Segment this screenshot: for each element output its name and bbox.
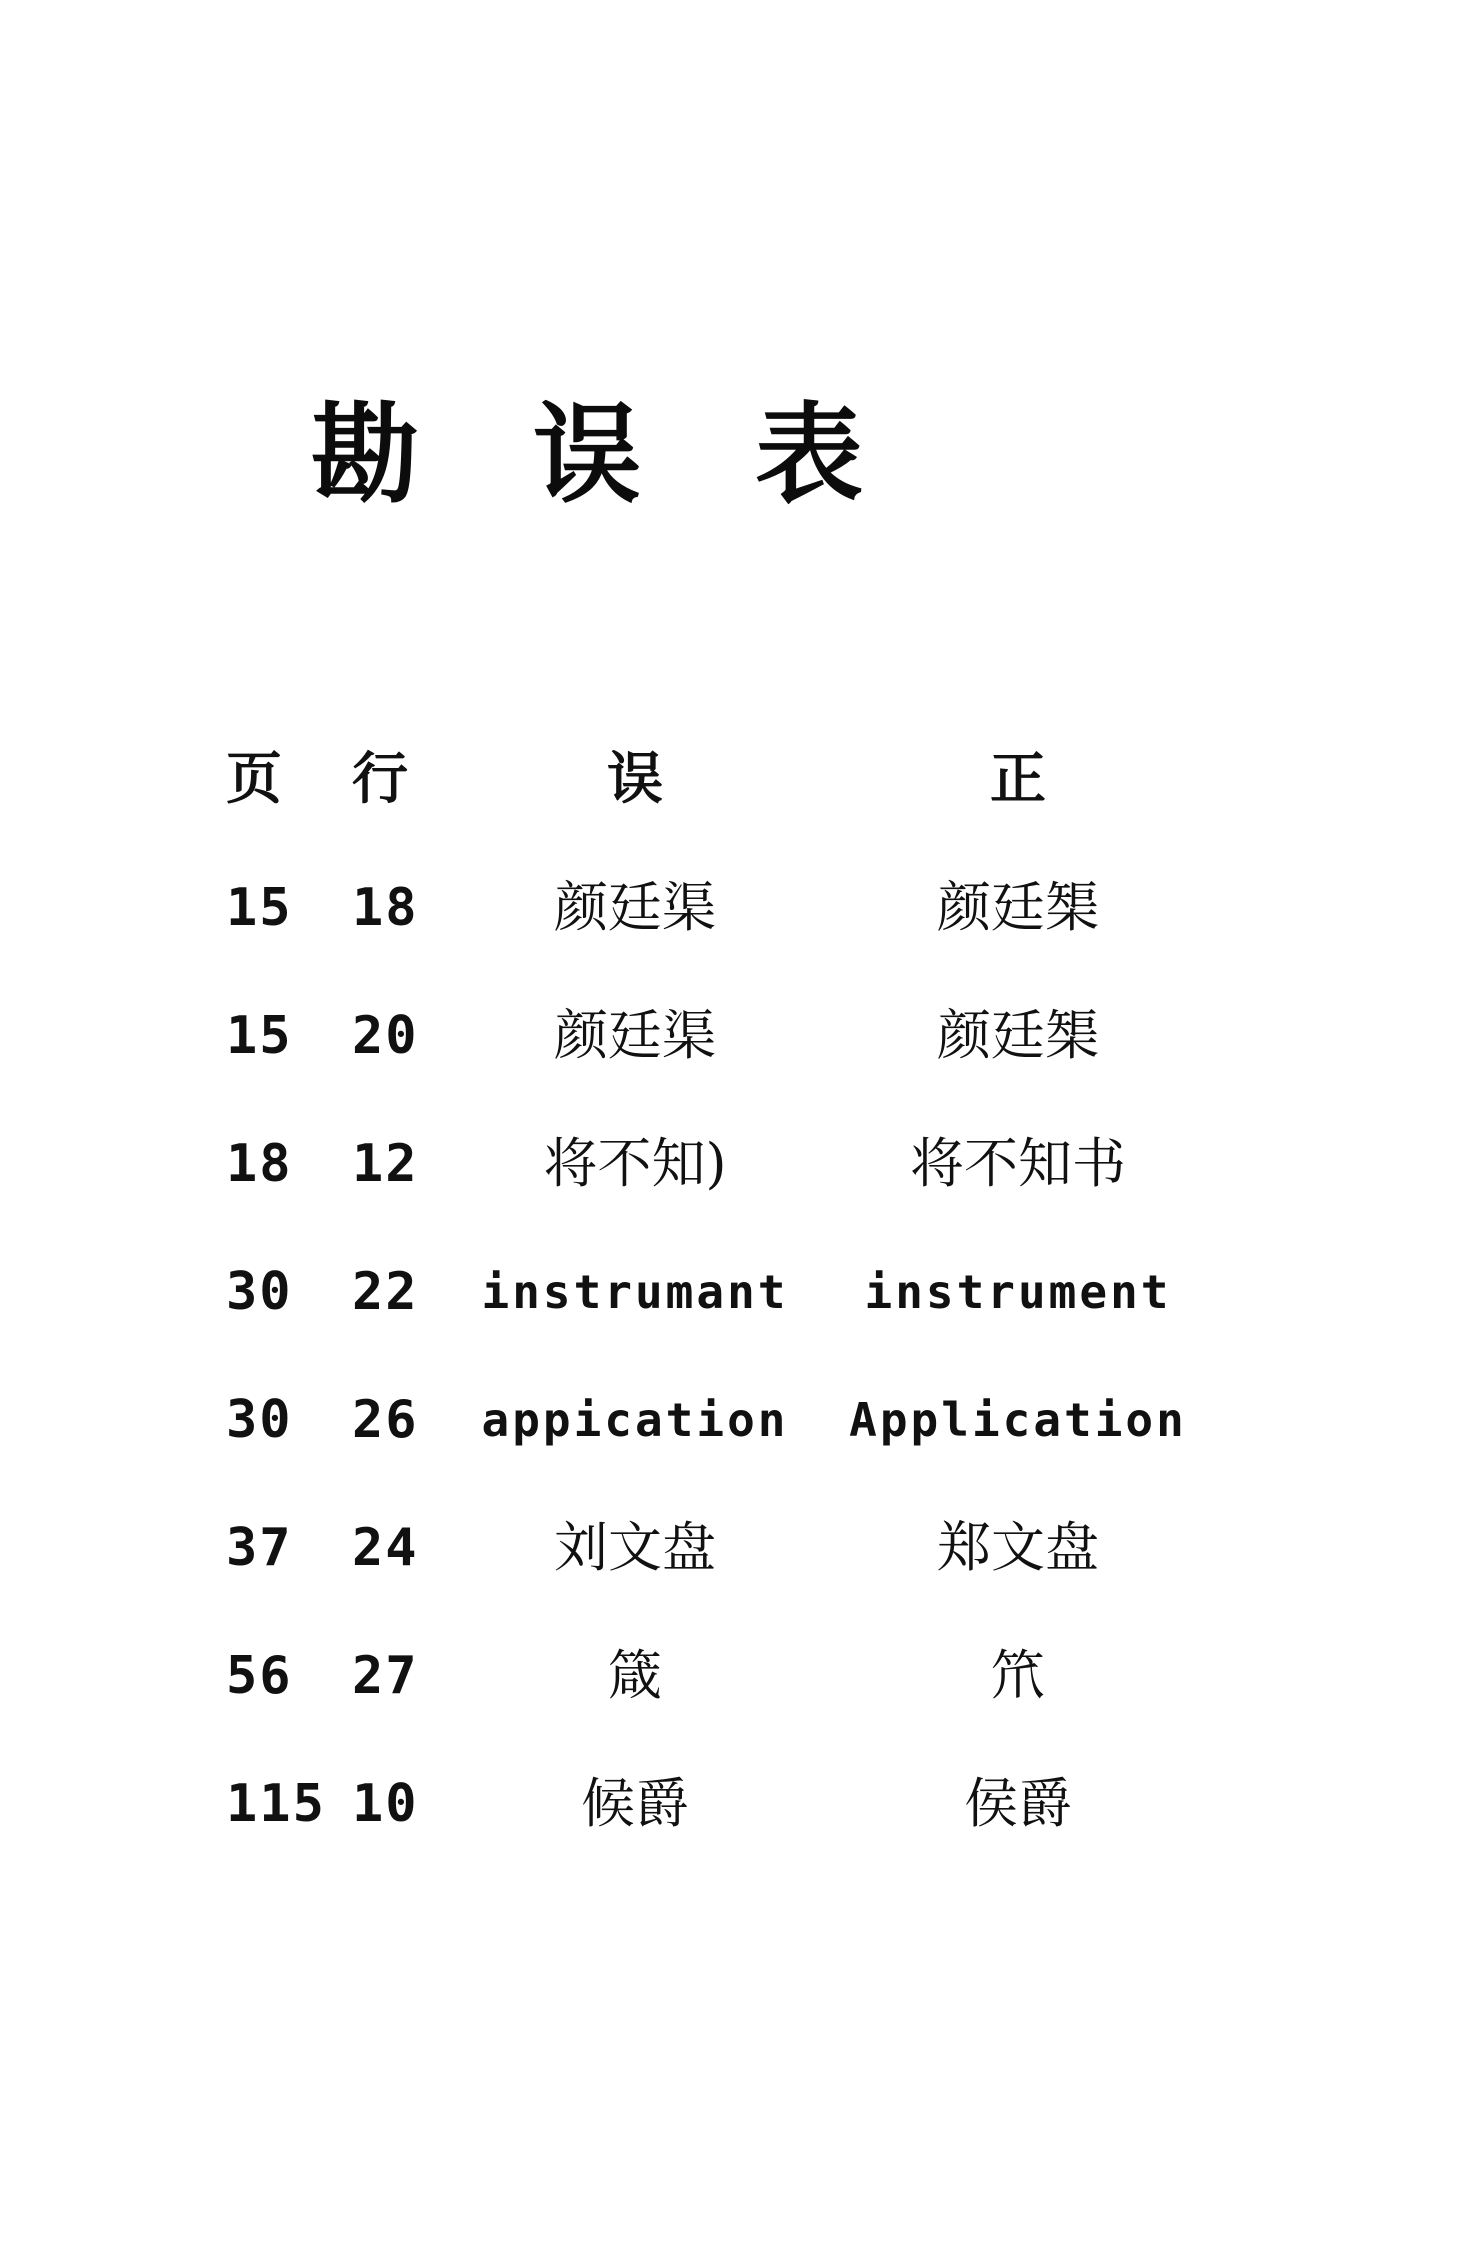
table-row: [0, 991, 1459, 1119]
page-number-cell: 37: [226, 1518, 293, 1578]
table-row: [0, 1375, 1459, 1503]
page-number-cell: 15: [226, 878, 293, 938]
header-page: 页: [226, 747, 282, 812]
page-number-cell: 56: [226, 1646, 293, 1706]
correct-text-cell: instrument: [864, 1265, 1172, 1319]
line-number-cell: 22: [352, 1262, 419, 1322]
header-wrong: 误: [607, 747, 663, 812]
line-number-cell: 18: [352, 878, 419, 938]
page-number-cell: 30: [226, 1262, 293, 1322]
header-line: 行: [352, 747, 408, 812]
correct-text-cell: Application: [849, 1393, 1187, 1447]
wrong-text-cell: instrumant: [481, 1265, 789, 1319]
table-row: [0, 1759, 1459, 1887]
correct-text-cell: 侯爵: [964, 1772, 1072, 1835]
table-row: [0, 1631, 1459, 1759]
page-number-cell: 15: [226, 1006, 293, 1066]
table-row: [0, 1503, 1459, 1631]
line-number-cell: 26: [352, 1390, 419, 1450]
header-right: 正: [990, 747, 1046, 812]
page-number-cell: 18: [226, 1134, 293, 1194]
errata-table: [0, 735, 1459, 1887]
title-char: 误: [532, 392, 641, 518]
correct-text-cell: 颜廷榘: [937, 876, 1099, 939]
table-row: [0, 1247, 1459, 1375]
page-number-cell: 30: [226, 1390, 293, 1450]
title-char: 表: [754, 392, 863, 518]
correct-text-cell: 笊: [991, 1644, 1045, 1707]
line-number-cell: 10: [352, 1774, 419, 1834]
table-row: [0, 863, 1459, 991]
page-number-cell: 115: [226, 1774, 326, 1834]
wrong-text-cell: 候爵: [581, 1772, 689, 1835]
wrong-text-cell: 箴: [608, 1644, 662, 1707]
table-header-row: [0, 735, 1459, 863]
wrong-text-cell: appication: [481, 1393, 789, 1447]
correct-text-cell: 颜廷榘: [937, 1004, 1099, 1067]
line-number-cell: 24: [352, 1518, 419, 1578]
wrong-text-cell: 刘文盘: [554, 1516, 716, 1579]
line-number-cell: 27: [352, 1646, 419, 1706]
wrong-text-cell: 颜廷渠: [554, 1004, 716, 1067]
line-number-cell: 12: [352, 1134, 419, 1194]
page-title: [310, 385, 864, 525]
correct-text-cell: 将不知书: [910, 1132, 1126, 1195]
title-char: 勘: [310, 392, 419, 518]
wrong-text-cell: 颜廷渠: [554, 876, 716, 939]
wrong-text-cell: 将不知): [543, 1132, 727, 1195]
line-number-cell: 20: [352, 1006, 419, 1066]
correct-text-cell: 郑文盘: [937, 1516, 1099, 1579]
table-row: [0, 1119, 1459, 1247]
